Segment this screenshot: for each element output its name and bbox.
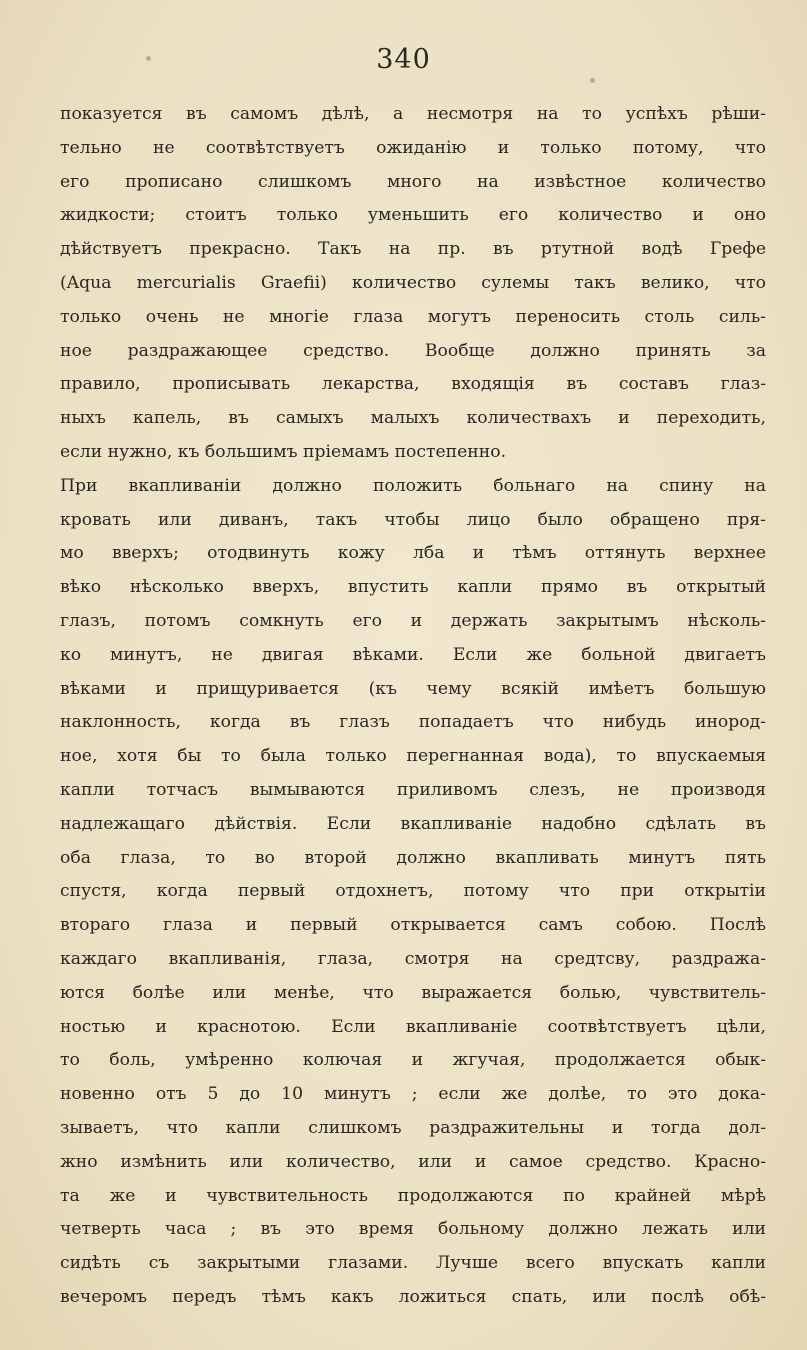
text-line: надлежащаго дѣйствія. Если вкапливаніе надобно сдѣлать въ [60,813,766,834]
text-line: ются болѣе или менѣе, что выражается болью, чувствитель- [60,982,766,1003]
text-line: вѣками и прищуривается (къ чему всякій имѣетъ большую [60,678,766,699]
text-line: тельно не соотвѣтствуетъ ожиданію и только потому, что [60,137,766,158]
text-line: ностью и краснотою. Если вкапливаніе соотвѣтствуетъ цѣли, [60,1016,766,1037]
text-line: каждаго вкапливанія, глаза, смотря на средтсву, раздража- [60,948,766,969]
body-text [60,98,766,1315]
text-line: кровать или диванъ, такъ чтобы лицо было обращено пря- [60,509,766,530]
text-line: глазъ, потомъ сомкнуть его и держать закрытымъ нѣсколь- [60,610,766,631]
text-line: наклонность, когда въ глазъ попадаетъ что нибудь инород- [60,712,766,733]
text-line: только очень не многіе глаза могутъ переносить столь силь- [60,306,766,327]
text-line: капли тотчасъ вымываются приливомъ слезъ, не производя [60,779,766,800]
text-line: зываетъ, что капли слишкомъ раздражительны и тогда дол- [60,1117,766,1138]
text-line: сидѣть съ закрытыми глазами. Лучше всего впускать капли [60,1253,766,1274]
text-line: втораго глаза и первый открывается самъ собою. Послѣ [60,915,766,936]
text-line: новенно отъ 5 до 10 минутъ ; если же долѣе, то это дока- [60,1084,766,1105]
text-line: При вкапливаніи должно положить больнаго на спину на [60,475,766,496]
text-line: четверть часа ; въ это время больному должно лежать или [60,1219,766,1240]
text-line: та же и чувствительность продолжаются по крайней мѣрѣ [60,1185,766,1206]
text-line: спустя, когда первый отдохнетъ, потому что при открытіи [60,881,766,902]
text-line: то боль, умѣренно колючая и жгучая, продолжается обык- [60,1050,766,1071]
print-speck [590,78,595,83]
text-line: оба глаза, то во второй должно вкапливать минутъ пять [60,847,766,868]
page-number: 340 [376,44,431,75]
text-line: ное, хотя бы то была только перегнанная вода), то впускаемыя [60,746,766,767]
text-line: дѣйствуетъ прекрасно. Такъ на пр. въ ртутной водѣ Грефе [60,239,766,260]
text-line: жидкости; стоитъ только уменьшить его количество и оно [60,205,766,226]
text-line: показуется въ самомъ дѣлѣ, а несмотря на то успѣхъ рѣши- [60,104,766,124]
text-line: его прописано слишкомъ много на извѣстное количество [60,171,766,192]
text-line: если нужно, къ большимъ пріемамъ постепенно. [60,441,507,462]
text-line: правило, прописывать лекарства, входящія въ составъ глаз- [60,374,766,395]
text-line: (Aqua mercurialis Graefii) количество сулемы такъ велико, что [60,272,766,293]
text-line: вѣко нѣсколько вверхъ, впустить капли прямо въ открытый [60,577,766,598]
text-line: ко минутъ, не двигая вѣками. Если же больной двигаетъ [60,644,766,665]
text-line: ное раздражающее средство. Вообще должно принять за [60,340,766,361]
text-line: мо вверхъ; отодвинуть кожу лба и тѣмъ оттянуть верхнее [60,543,766,564]
text-line: ныхъ капель, въ самыхъ малыхъ количествахъ и переходить, [60,408,766,429]
text-line: жно измѣнить или количество, или и самое средство. Красно- [60,1151,766,1172]
text-line: вечеромъ передъ тѣмъ какъ ложиться спать, или послѣ обѣ- [60,1286,766,1307]
